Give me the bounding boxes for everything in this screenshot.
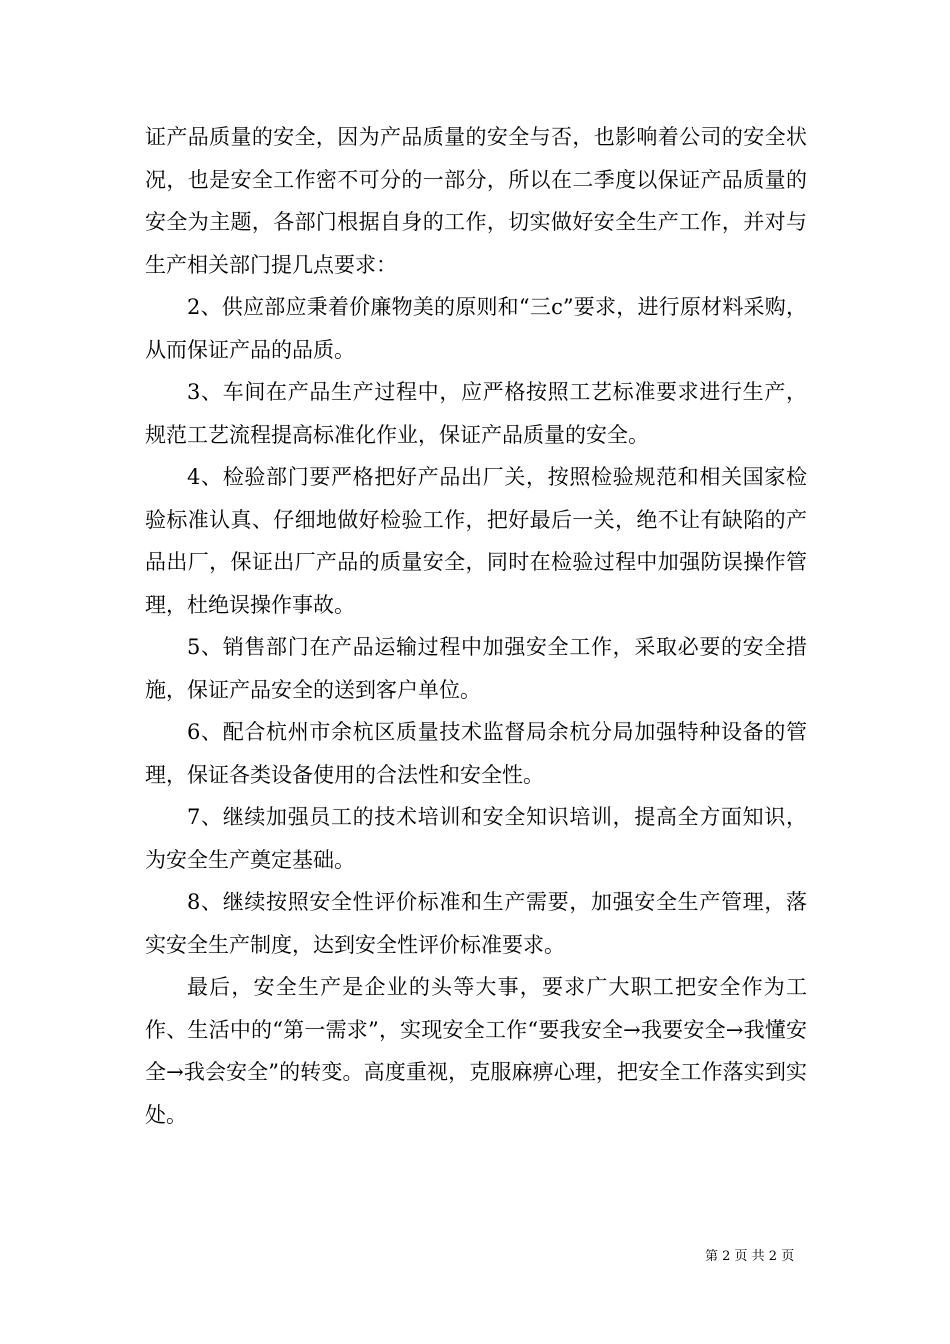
paragraph-item-6-equipment: 6、配合杭州市余杭区质量技术监督局余杭分局加强特种设备的管理，保证各类设备使用的合法性和安全性。 — [145, 720, 807, 787]
document-body — [145, 116, 807, 1136]
paragraph-item-5-sales: 5、销售部门在产品运输过程中加强安全工作，采取必要的安全措施，保证产品安全的送到客户单位。 — [145, 635, 807, 702]
paragraph-item-8-evaluation: 8、继续按照安全性评价标准和生产需要，加强安全生产管理，落实安全生产制度，达到安全性评价标准要求。 — [145, 890, 807, 957]
page-number-footer: 第 2 页 共 2 页 — [705, 1249, 795, 1264]
paragraph-continuation: 证产品质量的安全，因为产品质量的安全与否，也影响着公司的安全状况，也是安全工作密不可分的一部分，所以在二季度以保证产品质量的安全为主题，各部门根据自身的工作，切实做好安全生产工作，并对与生产相关部门提几点要求： — [145, 125, 807, 277]
paragraph-item-2-supply: 2、供应部应秉着价廉物美的原则和“三c”要求，进行原材料采购，从而保证产品的品质。 — [145, 295, 807, 362]
paragraph-item-4-inspection: 4、检验部门要严格把好产品出厂关，按照检验规范和相关国家检验标准认真、仔细地做好检验工作，把好最后一关，绝不让有缺陷的产品出厂，保证出厂产品的质量安全，同时在检验过程中加强防误操作管理，杜绝误操作事故。 — [145, 465, 807, 617]
paragraph-item-3-workshop: 3、车间在产品生产过程中，应严格按照工艺标准要求进行生产，规范工艺流程提高标准化作业，保证产品质量的安全。 — [145, 380, 807, 447]
paragraph-item-7-training: 7、继续加强员工的技术培训和安全知识培训，提高全方面知识，为安全生产奠定基础。 — [145, 805, 807, 872]
paragraph-conclusion: 最后，安全生产是企业的头等大事，要求广大职工把安全作为工作、生活中的“第一需求”，实现安全工作“要我安全→我要安全→我懂安全→我会安全”的转变。高度重视，克服麻痹心理，把安全工作落实到实处。 — [145, 975, 807, 1127]
